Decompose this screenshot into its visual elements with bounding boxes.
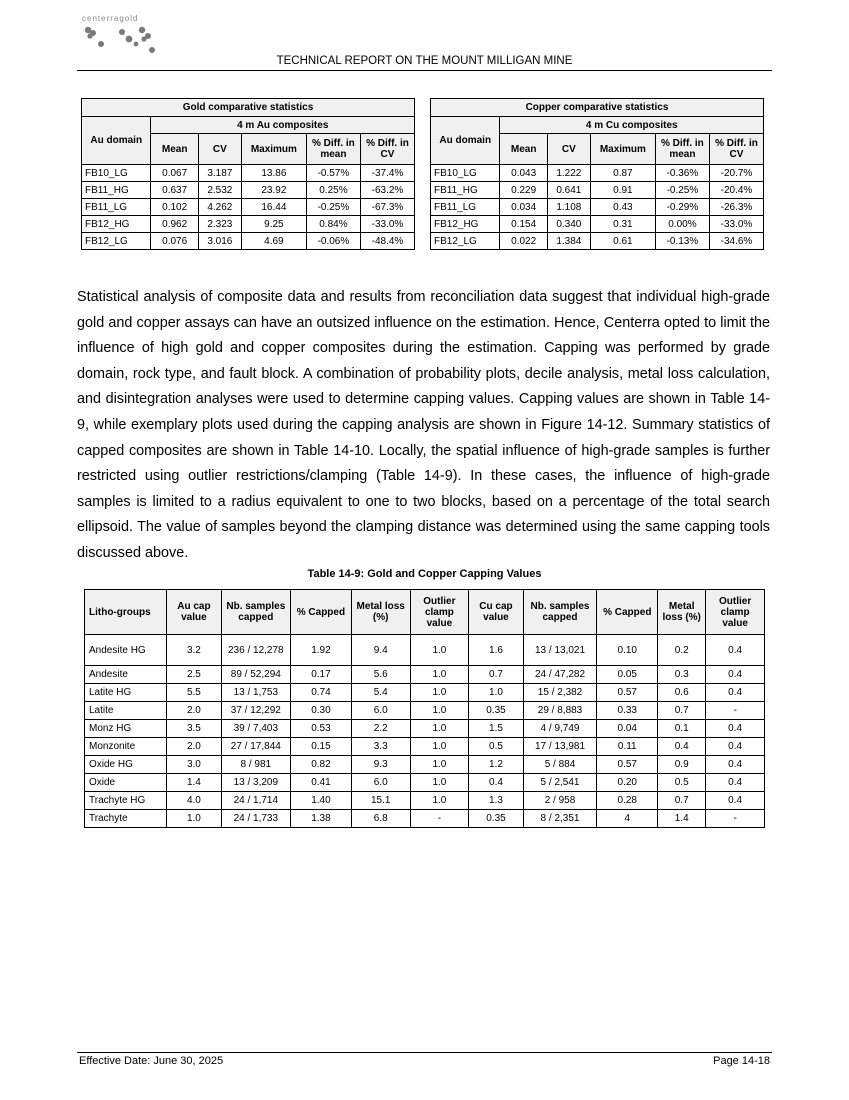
table-cell: 0.4 bbox=[706, 738, 765, 756]
row-label-cell: Monzonite bbox=[85, 738, 167, 756]
table-row bbox=[85, 684, 765, 702]
table-cell: 5 / 884 bbox=[523, 756, 597, 774]
logo-text: centerragold bbox=[82, 14, 139, 23]
table-cell: 0.17 bbox=[291, 666, 352, 684]
table-cell: 8 / 981 bbox=[221, 756, 290, 774]
table-cell: 0.043 bbox=[500, 165, 547, 182]
table-cell: 0.43 bbox=[590, 199, 655, 216]
row-label-cell: Trachyte HG bbox=[85, 792, 167, 810]
table-cell: 0.4 bbox=[469, 774, 523, 792]
table-row bbox=[82, 165, 415, 182]
row-label-cell: Latite bbox=[85, 702, 167, 720]
table-cell: 0.57 bbox=[597, 756, 658, 774]
table-row bbox=[85, 666, 765, 684]
table-cell: 0.067 bbox=[151, 165, 198, 182]
table-row bbox=[85, 756, 765, 774]
column-header: Maximum bbox=[241, 134, 306, 165]
row-label-cell: FB11_LG bbox=[431, 199, 500, 216]
table-cell: 24 / 1,733 bbox=[221, 810, 290, 828]
table-cell: 1.0 bbox=[410, 792, 469, 810]
table-cell: 15.1 bbox=[351, 792, 410, 810]
table-cell: -37.4% bbox=[360, 165, 414, 182]
gold-table-title: Gold comparative statistics bbox=[82, 99, 415, 117]
table-cell: 5.5 bbox=[167, 684, 221, 702]
table-cell: 0.91 bbox=[590, 182, 655, 199]
table-cell: 39 / 7,403 bbox=[221, 720, 290, 738]
table-cell: 3.016 bbox=[198, 233, 241, 250]
table-cell: 2.2 bbox=[351, 720, 410, 738]
table-cell: 0.87 bbox=[590, 165, 655, 182]
gold-group-header: 4 m Au composites bbox=[151, 117, 415, 134]
table-cell: 6.8 bbox=[351, 810, 410, 828]
table-cell: 0.84% bbox=[306, 216, 360, 233]
table-cell: 6.0 bbox=[351, 774, 410, 792]
table-cell: 0.10 bbox=[597, 635, 658, 666]
table-cell: 0.2 bbox=[658, 635, 706, 666]
table-cell: 13.86 bbox=[241, 165, 306, 182]
row-label-cell: Latite HG bbox=[85, 684, 167, 702]
row-label-cell: FB11_HG bbox=[431, 182, 500, 199]
table-cell: 24 / 47,282 bbox=[523, 666, 597, 684]
column-header: CV bbox=[198, 134, 241, 165]
table-cell: - bbox=[706, 702, 765, 720]
table-cell: 0.4 bbox=[706, 684, 765, 702]
table-cell: -67.3% bbox=[360, 199, 414, 216]
row-label-cell: Andesite HG bbox=[85, 635, 167, 666]
table-cell: 9.3 bbox=[351, 756, 410, 774]
table-cell: 0.4 bbox=[706, 792, 765, 810]
table-cell: 8 / 2,351 bbox=[523, 810, 597, 828]
table-row bbox=[431, 165, 764, 182]
table-cell: 1.0 bbox=[410, 666, 469, 684]
table-cell: 4.69 bbox=[241, 233, 306, 250]
table-cell: 13 / 1,753 bbox=[221, 684, 290, 702]
table-cell: 0.35 bbox=[469, 810, 523, 828]
table-cell: -0.25% bbox=[306, 199, 360, 216]
table-cell: 1.2 bbox=[469, 756, 523, 774]
table-cell: 0.102 bbox=[151, 199, 198, 216]
table-cell: 2.323 bbox=[198, 216, 241, 233]
table-cell: 0.25% bbox=[306, 182, 360, 199]
column-header: % Diff. in CV bbox=[360, 134, 414, 165]
table-cell: 0.82 bbox=[291, 756, 352, 774]
capping-values-table bbox=[84, 589, 765, 828]
table-cell: 0.05 bbox=[597, 666, 658, 684]
table-row bbox=[82, 199, 415, 216]
table-cell: 1.0 bbox=[410, 702, 469, 720]
header-divider bbox=[77, 70, 772, 71]
table-cell: 1.108 bbox=[547, 199, 590, 216]
table-cell: 0.076 bbox=[151, 233, 198, 250]
column-header: % Capped bbox=[291, 590, 352, 635]
column-header: Mean bbox=[500, 134, 547, 165]
table-cell: -0.29% bbox=[655, 199, 709, 216]
table-cell: 0.9 bbox=[658, 756, 706, 774]
copper-comparative-table bbox=[430, 98, 764, 250]
table-cell: 37 / 12,292 bbox=[221, 702, 290, 720]
table-cell: 0.4 bbox=[706, 635, 765, 666]
table-cell: 5.4 bbox=[351, 684, 410, 702]
table-cell: 1.40 bbox=[291, 792, 352, 810]
report-title: TECHNICAL REPORT ON THE MOUNT MILLIGAN MINE bbox=[276, 55, 573, 67]
table-cell: 0.04 bbox=[597, 720, 658, 738]
table-cell: 3.187 bbox=[198, 165, 241, 182]
row-label-cell: FB12_LG bbox=[82, 233, 151, 250]
table-cell: 2.5 bbox=[167, 666, 221, 684]
table-cell: 0.5 bbox=[658, 774, 706, 792]
copper-table-title: Copper comparative statistics bbox=[431, 99, 764, 117]
table-cell: 0.57 bbox=[597, 684, 658, 702]
table-cell: 0.11 bbox=[597, 738, 658, 756]
table-cell: 0.00% bbox=[655, 216, 709, 233]
table-cell: -26.3% bbox=[709, 199, 763, 216]
table-cell: 0.15 bbox=[291, 738, 352, 756]
column-header: Nb. samples capped bbox=[523, 590, 597, 635]
table-row bbox=[85, 738, 765, 756]
table-cell: 16.44 bbox=[241, 199, 306, 216]
table-cell: 13 / 13,021 bbox=[523, 635, 597, 666]
table-cell: 0.7 bbox=[469, 666, 523, 684]
table-cell: 2.0 bbox=[167, 738, 221, 756]
table-cell: 17 / 13,981 bbox=[523, 738, 597, 756]
table-cell: 5.6 bbox=[351, 666, 410, 684]
table-cell: 0.5 bbox=[469, 738, 523, 756]
table-cell: 0.4 bbox=[706, 774, 765, 792]
page-number: Page 14-18 bbox=[713, 1055, 770, 1067]
table-cell: 1.0 bbox=[410, 635, 469, 666]
table-cell: 0.229 bbox=[500, 182, 547, 199]
table-cell: 1.0 bbox=[410, 720, 469, 738]
table-cell: 4 / 9,749 bbox=[523, 720, 597, 738]
table-cell: 2.0 bbox=[167, 702, 221, 720]
table-cell: 0.637 bbox=[151, 182, 198, 199]
table-cell: 4.262 bbox=[198, 199, 241, 216]
table-cell: 0.28 bbox=[597, 792, 658, 810]
table-row bbox=[82, 182, 415, 199]
gold-comparative-table bbox=[81, 98, 415, 250]
table-cell: 0.4 bbox=[658, 738, 706, 756]
column-header: Cu cap value bbox=[469, 590, 523, 635]
table-row bbox=[85, 774, 765, 792]
table-cell: 0.41 bbox=[291, 774, 352, 792]
table-cell: 236 / 12,278 bbox=[221, 635, 290, 666]
table-cell: 0.6 bbox=[658, 684, 706, 702]
table-cell: -0.57% bbox=[306, 165, 360, 182]
table-cell: 0.4 bbox=[706, 720, 765, 738]
table-cell: 1.0 bbox=[167, 810, 221, 828]
table-row bbox=[431, 199, 764, 216]
column-header: % Diff. in mean bbox=[655, 134, 709, 165]
table-cell: -33.0% bbox=[709, 216, 763, 233]
table-cell: 0.034 bbox=[500, 199, 547, 216]
column-header: % Diff. in CV bbox=[709, 134, 763, 165]
table-cell: 1.0 bbox=[410, 756, 469, 774]
column-header: Metal loss (%) bbox=[351, 590, 410, 635]
column-header: Metal loss (%) bbox=[658, 590, 706, 635]
copper-domain-header: Au domain bbox=[431, 117, 500, 165]
table-cell: 13 / 3,209 bbox=[221, 774, 290, 792]
column-header: % Diff. in mean bbox=[306, 134, 360, 165]
row-label-cell: FB12_HG bbox=[82, 216, 151, 233]
table-cell: 15 / 2,382 bbox=[523, 684, 597, 702]
table-cell: -48.4% bbox=[360, 233, 414, 250]
row-label-cell: Andesite bbox=[85, 666, 167, 684]
table-cell: 89 / 52,294 bbox=[221, 666, 290, 684]
table-cell: 0.30 bbox=[291, 702, 352, 720]
table-cell: 0.4 bbox=[706, 666, 765, 684]
table-row bbox=[431, 182, 764, 199]
table-cell: 1.4 bbox=[167, 774, 221, 792]
table-cell: 0.4 bbox=[706, 756, 765, 774]
table-cell: 3.2 bbox=[167, 635, 221, 666]
column-header: CV bbox=[547, 134, 590, 165]
gold-domain-header: Au domain bbox=[82, 117, 151, 165]
table-cell: -20.4% bbox=[709, 182, 763, 199]
row-label-cell: FB10_LG bbox=[431, 165, 500, 182]
table-cell: 0.74 bbox=[291, 684, 352, 702]
table-cell: 0.20 bbox=[597, 774, 658, 792]
row-label-cell: Monz HG bbox=[85, 720, 167, 738]
column-header: Outlier clamp value bbox=[706, 590, 765, 635]
table-cell: 1.38 bbox=[291, 810, 352, 828]
column-header: Mean bbox=[151, 134, 198, 165]
table-cell: 2 / 958 bbox=[523, 792, 597, 810]
table-cell: -0.13% bbox=[655, 233, 709, 250]
table-cell: -34.6% bbox=[709, 233, 763, 250]
table-cell: -33.0% bbox=[360, 216, 414, 233]
table-cell: 23.92 bbox=[241, 182, 306, 199]
table-cell: 1.5 bbox=[469, 720, 523, 738]
table-caption: Table 14-9: Gold and Copper Capping Values bbox=[307, 568, 542, 580]
table-row bbox=[85, 792, 765, 810]
row-label-cell: FB11_HG bbox=[82, 182, 151, 199]
table-cell: 0.35 bbox=[469, 702, 523, 720]
table-row bbox=[82, 233, 415, 250]
column-header: Au cap value bbox=[167, 590, 221, 635]
table-cell: -0.06% bbox=[306, 233, 360, 250]
table-cell: 0.31 bbox=[590, 216, 655, 233]
table-cell: 0.962 bbox=[151, 216, 198, 233]
row-label-cell: FB12_HG bbox=[431, 216, 500, 233]
table-cell: - bbox=[706, 810, 765, 828]
table-cell: 6.0 bbox=[351, 702, 410, 720]
row-label-cell: Oxide HG bbox=[85, 756, 167, 774]
table-cell: 4 bbox=[597, 810, 658, 828]
table-cell: 1.0 bbox=[469, 684, 523, 702]
footer-divider bbox=[77, 1052, 772, 1053]
table-row bbox=[431, 233, 764, 250]
table-cell: 1.3 bbox=[469, 792, 523, 810]
row-label-cell: Oxide bbox=[85, 774, 167, 792]
table-cell: 2.532 bbox=[198, 182, 241, 199]
table-cell: 0.7 bbox=[658, 702, 706, 720]
effective-date: Effective Date: June 30, 2025 bbox=[79, 1055, 224, 1067]
table-cell: -0.36% bbox=[655, 165, 709, 182]
table-cell: 5 / 2,541 bbox=[523, 774, 597, 792]
table-cell: 4.0 bbox=[167, 792, 221, 810]
table-row bbox=[431, 216, 764, 233]
table-cell: 1.0 bbox=[410, 738, 469, 756]
table-cell: -63.2% bbox=[360, 182, 414, 199]
table-row bbox=[85, 810, 765, 828]
table-cell: 1.4 bbox=[658, 810, 706, 828]
table-cell: 0.1 bbox=[658, 720, 706, 738]
table-cell: - bbox=[410, 810, 469, 828]
body-paragraph: Statistical analysis of composite data and results from reconciliation data suggest that individual high-grade gold and copper assays can have an outsized influence on the estimation. Hence, Centerra opted to limit the influence of high gold and copper composites during the estimation. Capping was performed by grade domain, rock type, and fault block. A combination of probability plots, decile analysis, metal loss calculation, and disintegration analyses were used to determine capping values. Capping values are shown in Table 14-9, while exemplary plots used during the capping analysis are shown in Figure 14-12. Summary statistics of capped composites are shown in Table 14-10. Locally, the spatial influence of high-grade samples is further restricted using outlier restrictions/clamping (Table 14-9). In these cases, the influence of high-grade samples is limited to a radius equivalent to one to two blocks, based on a percentage of the total search ellipsoid. The value of samples beyond the clamping distance was determined using the same capping tools discussed above. bbox=[77, 289, 770, 561]
column-header: Litho-groups bbox=[85, 590, 167, 635]
table-cell: 29 / 8,883 bbox=[523, 702, 597, 720]
row-label-cell: Trachyte bbox=[85, 810, 167, 828]
table-cell: 3.5 bbox=[167, 720, 221, 738]
table-cell: 3.0 bbox=[167, 756, 221, 774]
table-cell: 0.022 bbox=[500, 233, 547, 250]
table-cell: 0.3 bbox=[658, 666, 706, 684]
column-header: Maximum bbox=[590, 134, 655, 165]
table-cell: 9.25 bbox=[241, 216, 306, 233]
table-row bbox=[85, 702, 765, 720]
table-row bbox=[85, 720, 765, 738]
table-cell: 0.53 bbox=[291, 720, 352, 738]
table-cell: 24 / 1,714 bbox=[221, 792, 290, 810]
column-header: % Capped bbox=[597, 590, 658, 635]
row-label-cell: FB11_LG bbox=[82, 199, 151, 216]
table-cell: 1.222 bbox=[547, 165, 590, 182]
row-label-cell: FB12_LG bbox=[431, 233, 500, 250]
table-cell: 0.154 bbox=[500, 216, 547, 233]
table-row bbox=[82, 216, 415, 233]
table-cell: 9.4 bbox=[351, 635, 410, 666]
table-cell: 1.0 bbox=[410, 684, 469, 702]
table-row bbox=[85, 635, 765, 666]
table-cell: -0.25% bbox=[655, 182, 709, 199]
row-label-cell: FB10_LG bbox=[82, 165, 151, 182]
table-cell: 3.3 bbox=[351, 738, 410, 756]
table-cell: 1.92 bbox=[291, 635, 352, 666]
table-cell: 0.33 bbox=[597, 702, 658, 720]
table-cell: 0.7 bbox=[658, 792, 706, 810]
column-header: Nb. samples capped bbox=[221, 590, 290, 635]
table-cell: 27 / 17,844 bbox=[221, 738, 290, 756]
table-cell: 1.6 bbox=[469, 635, 523, 666]
table-cell: 0.641 bbox=[547, 182, 590, 199]
table-cell: 0.61 bbox=[590, 233, 655, 250]
table-cell: 1.0 bbox=[410, 774, 469, 792]
table-cell: -20.7% bbox=[709, 165, 763, 182]
table-cell: 0.340 bbox=[547, 216, 590, 233]
copper-group-header: 4 m Cu composites bbox=[500, 117, 764, 134]
column-header: Outlier clamp value bbox=[410, 590, 469, 635]
table-cell: 1.384 bbox=[547, 233, 590, 250]
